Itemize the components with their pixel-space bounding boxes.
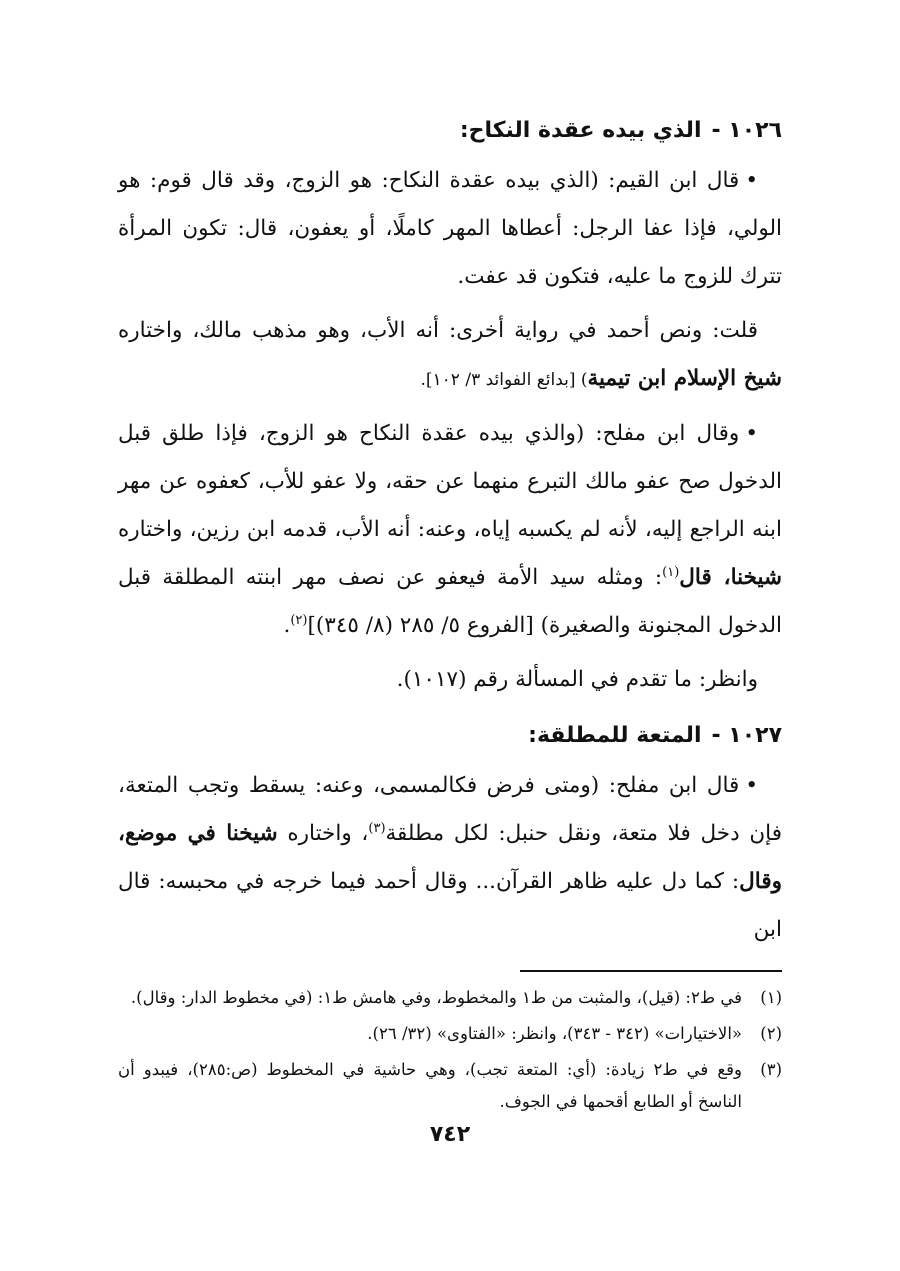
footnotes <box>118 982 782 1118</box>
emphasized-name: شيخ الإسلام ابن تيمية <box>587 366 782 391</box>
paragraph-text: قال ابن مفلح: (ومتى فرض فكالمسمى، وعنه: يسقط وتجب المتعة، فإن دخل فلا متعة، ونقل حنبل: لكل مطلقة <box>118 773 782 846</box>
paragraph-text: قال ابن القيم: (الذي بيده عقدة النكاح: هو الزوج، وقد قال قوم: هو الولي، فإذا عفا الرجل: أعطاها المهر كاملًا، أو يعفون، قال: تكون المرأة تترك للزوج ما عليه، فتكون قد عفت. <box>118 168 782 289</box>
section-title: المتعة للمطلقة: <box>528 723 702 748</box>
paragraph-end: . <box>283 613 291 638</box>
footnote-item <box>118 982 782 1014</box>
footnote-item <box>118 1018 782 1050</box>
footnote-text: وقع في ط٢ زيادة: (أي: المتعة تجب)، وهي حاشية في المخطوط (ص:٢٨٥)، فيبدو أن الناسخ أو الطابع أقحمها في الجوف. <box>118 1060 742 1111</box>
paragraph-text: : كما دل عليه ظاهر القرآن... وقال أحمد فيما خرجه في محبسه: قال ابن <box>118 869 782 942</box>
bullet-icon: • <box>745 773 758 798</box>
paragraph-text: ، واختاره <box>287 821 369 846</box>
citation: ) [بدائع الفوائد ٣/ ١٠٢]. <box>420 370 588 390</box>
page-body <box>118 105 782 1122</box>
footnote-text: «الاختيارات» (٣٤٢ - ٣٤٣)، وانظر: «الفتاوى» (٣٢/ ٢٦). <box>367 1024 742 1043</box>
section-heading-1026 <box>118 105 782 157</box>
bullet-icon: • <box>745 168 758 193</box>
emphasized-name: شيخنا، قال <box>679 565 782 590</box>
footnote-separator <box>520 970 782 972</box>
paragraph-text: وانظر: ما تقدم في المسألة رقم (١٠١٧). <box>396 667 758 692</box>
paragraph-text: وقال ابن مفلح: (والذي بيده عقدة النكاح هو الزوج، فإذا طلق قبل الدخول صح عفو مالك التبرع منهما عن حقه، ولا عفو للأب، كعفوه عن مهر ابنه الراجع إليه، لأنه لم يكسبه إياه، وعنه: أنه الأب، قدمه ابن رزين، واختاره <box>118 421 782 542</box>
section-title: الذي بيده عقدة النكاح: <box>459 118 702 143</box>
footnote-number: (١) <box>760 988 782 1007</box>
paragraph-ibn-qayyim <box>118 157 782 301</box>
section-heading-1027 <box>118 710 782 762</box>
paragraph-qultu <box>118 307 782 404</box>
paragraph-ibn-muflih <box>118 410 782 650</box>
footnote-number: (٢) <box>760 1024 782 1043</box>
paragraph-text: : ومثله سيد الأمة فيعفو عن نصف مهر ابنته المطلقة قبل الدخول المجنونة والصغيرة) [الفروع ٥/ ٢٨٥ (٨/ ٣٤٥)] <box>118 565 782 638</box>
section-number: ١٠٢٦ - <box>711 118 782 143</box>
footnote-text: في ط٢: (قيل)، والمثبت من ط١ والمخطوط، وفي هامش ط١: (في مخطوط الدار: وقال). <box>130 988 742 1007</box>
footnote-marker-1[interactable]: (١) <box>662 564 680 580</box>
footnote-marker-2[interactable]: (٢) <box>290 612 308 628</box>
emphasized-name: شيخنا في موضع، وقال <box>118 821 782 894</box>
footnote-number: (٣) <box>760 1060 782 1079</box>
bullet-icon: • <box>745 421 758 446</box>
section-number: ١٠٢٧ - <box>711 723 782 748</box>
footnote-item <box>118 1054 782 1118</box>
page-number: ٧٤٢ <box>429 1122 471 1147</box>
footnote-marker-3[interactable]: (٣) <box>368 820 386 836</box>
paragraph-text: قلت: ونص أحمد في رواية أخرى: أنه الأب، وهو مذهب مالك، واختاره <box>118 318 758 343</box>
paragraph-see-also <box>118 656 782 704</box>
paragraph-mutah <box>118 762 782 954</box>
